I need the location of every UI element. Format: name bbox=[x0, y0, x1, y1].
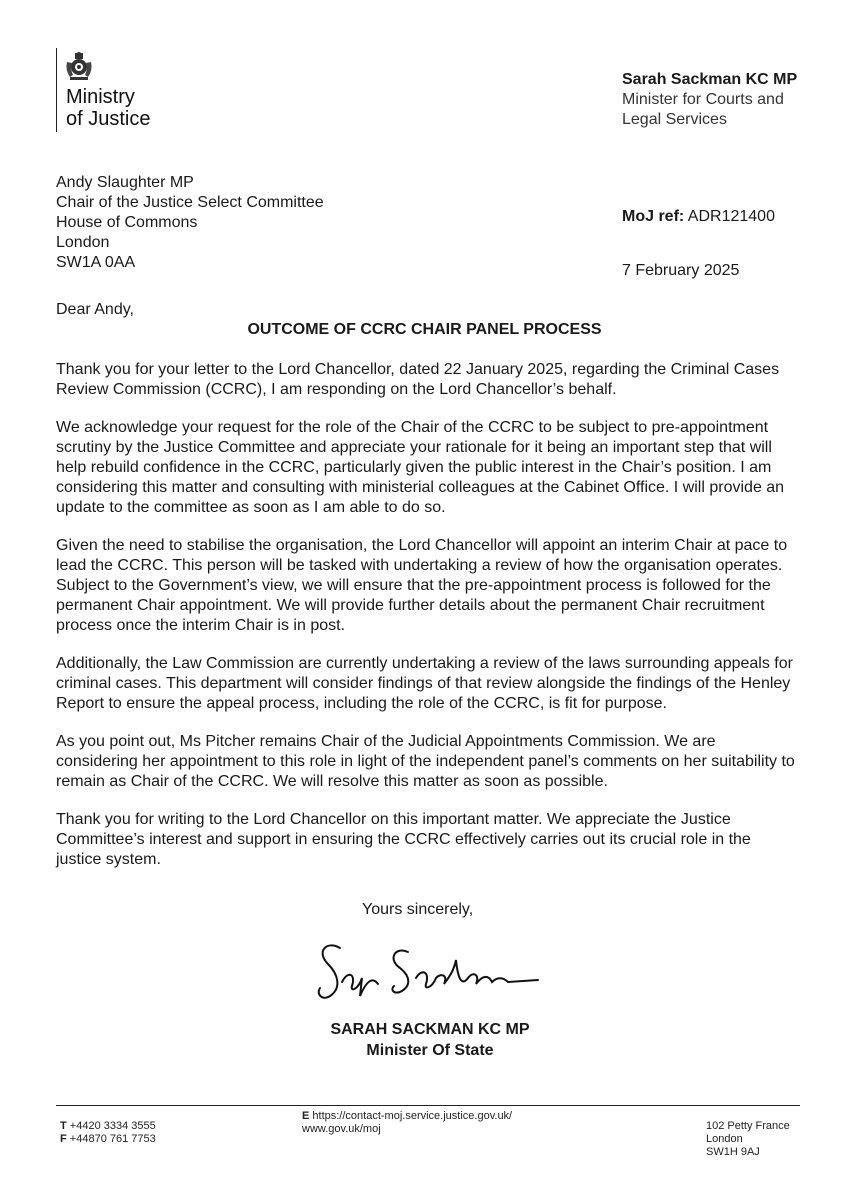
letter-body bbox=[56, 360, 798, 888]
phone-number: +4420 3334 3555 bbox=[69, 1120, 156, 1132]
reference-label: MoJ ref: bbox=[622, 208, 685, 225]
ministry-logo-text bbox=[66, 86, 150, 130]
sender-role-line-1: Minister for Courts and bbox=[622, 91, 784, 108]
body-paragraph: Given the need to stabilise the organisation, the Lord Chancellor will appoint an interim Chair at pace to lead the CCRC. This person will be tasked with undertaking a review of how the organisation operates. Subject to the Government’s view, we will ensure that the pre-appointment process is followed for the permanent Chair appointment. We will provide further details about the permanent Chair recruitment process once the interim Chair is in post. bbox=[56, 537, 788, 634]
signatory-name: SARAH SACKMAN KC MP bbox=[330, 1021, 530, 1038]
signatory-block bbox=[290, 1019, 570, 1061]
handwritten-signature-icon bbox=[312, 930, 542, 1010]
body-paragraph: We acknowledge your request for the role of the Chair of the CCRC to be subject to pre-appointment scrutiny by the Justice Committee and appreciate your rationale for it being an important step that will help rebuild confidence in the CCRC, particularly given the public interest in the Chair’s position. I am considering this matter and consulting with ministerial colleagues at the Cabinet Office. I will provide an update to the committee as soon as I am able to do so. bbox=[56, 419, 785, 516]
body-paragraph: Additionally, the Law Commission are currently undertaking a review of the laws surrounding appeals for criminal cases. This department will consider findings of that review alongside the findings of the Henley Report to ensure the appeal process, including the role of the CCRC, is fit for purpose. bbox=[56, 655, 793, 712]
address-line: London bbox=[706, 1133, 743, 1145]
logo-line-2: of Justice bbox=[66, 108, 151, 130]
body-paragraph: Thank you for writing to the Lord Chancellor on this important matter. We appreciate the Justice Committee’s interest and support in ensuring the CCRC effectively carries out its crucial role in the justice system. bbox=[56, 811, 751, 868]
royal-coat-of-arms-icon bbox=[64, 50, 94, 82]
recipient-address bbox=[56, 173, 324, 273]
reference-number bbox=[622, 208, 775, 226]
recipient-line: London bbox=[56, 234, 110, 251]
closing: Yours sincerely, bbox=[362, 901, 474, 918]
footer-divider bbox=[56, 1105, 800, 1106]
sender-name: Sarah Sackman KC MP bbox=[622, 71, 798, 88]
address-line: 102 Petty France bbox=[706, 1120, 790, 1132]
logo-line-1: Ministry bbox=[66, 86, 135, 108]
footer-phone bbox=[60, 1120, 156, 1146]
recipient-line: Andy Slaughter MP bbox=[56, 174, 194, 191]
salutation: Dear Andy, bbox=[56, 301, 134, 318]
sender-block bbox=[622, 70, 797, 130]
subject-heading: OUTCOME OF CCRC CHAIR PANEL PROCESS bbox=[247, 321, 602, 338]
website-link[interactable]: www.gov.uk/moj bbox=[302, 1123, 381, 1135]
sender-role-line-2: Legal Services bbox=[622, 111, 727, 128]
email-label: E bbox=[302, 1110, 310, 1122]
footer-web bbox=[302, 1110, 512, 1136]
contact-link[interactable]: https://contact-moj.service.justice.gov.uk/ bbox=[312, 1110, 513, 1122]
recipient-line: Chair of the Justice Select Committee bbox=[56, 194, 324, 211]
body-paragraph: Thank you for your letter to the Lord Chancellor, dated 22 January 2025, regarding the Criminal Cases Review Commission (CCRC), I am responding on the Lord Chancellor’s behalf. bbox=[56, 361, 780, 398]
recipient-line: House of Commons bbox=[56, 214, 198, 231]
letter-date: 7 February 2025 bbox=[622, 262, 740, 279]
footer-address bbox=[706, 1120, 790, 1159]
body-paragraph: As you point out, Ms Pitcher remains Chair of the Judicial Appointments Commission. We are considering her appointment to this role in light of the independent panel’s comments on her suitability to remain as Chair of the CCRC. We will resolve this matter as soon as possible. bbox=[56, 733, 795, 790]
logo-divider bbox=[56, 48, 57, 132]
reference-value: ADR121400 bbox=[687, 208, 775, 225]
phone-label: T bbox=[60, 1120, 67, 1132]
signatory-title: Minister Of State bbox=[366, 1042, 494, 1059]
fax-label: F bbox=[60, 1133, 67, 1145]
fax-number: +44870 761 7753 bbox=[69, 1133, 156, 1145]
address-line: SW1H 9AJ bbox=[706, 1146, 760, 1158]
recipient-line: SW1A 0AA bbox=[56, 254, 136, 271]
